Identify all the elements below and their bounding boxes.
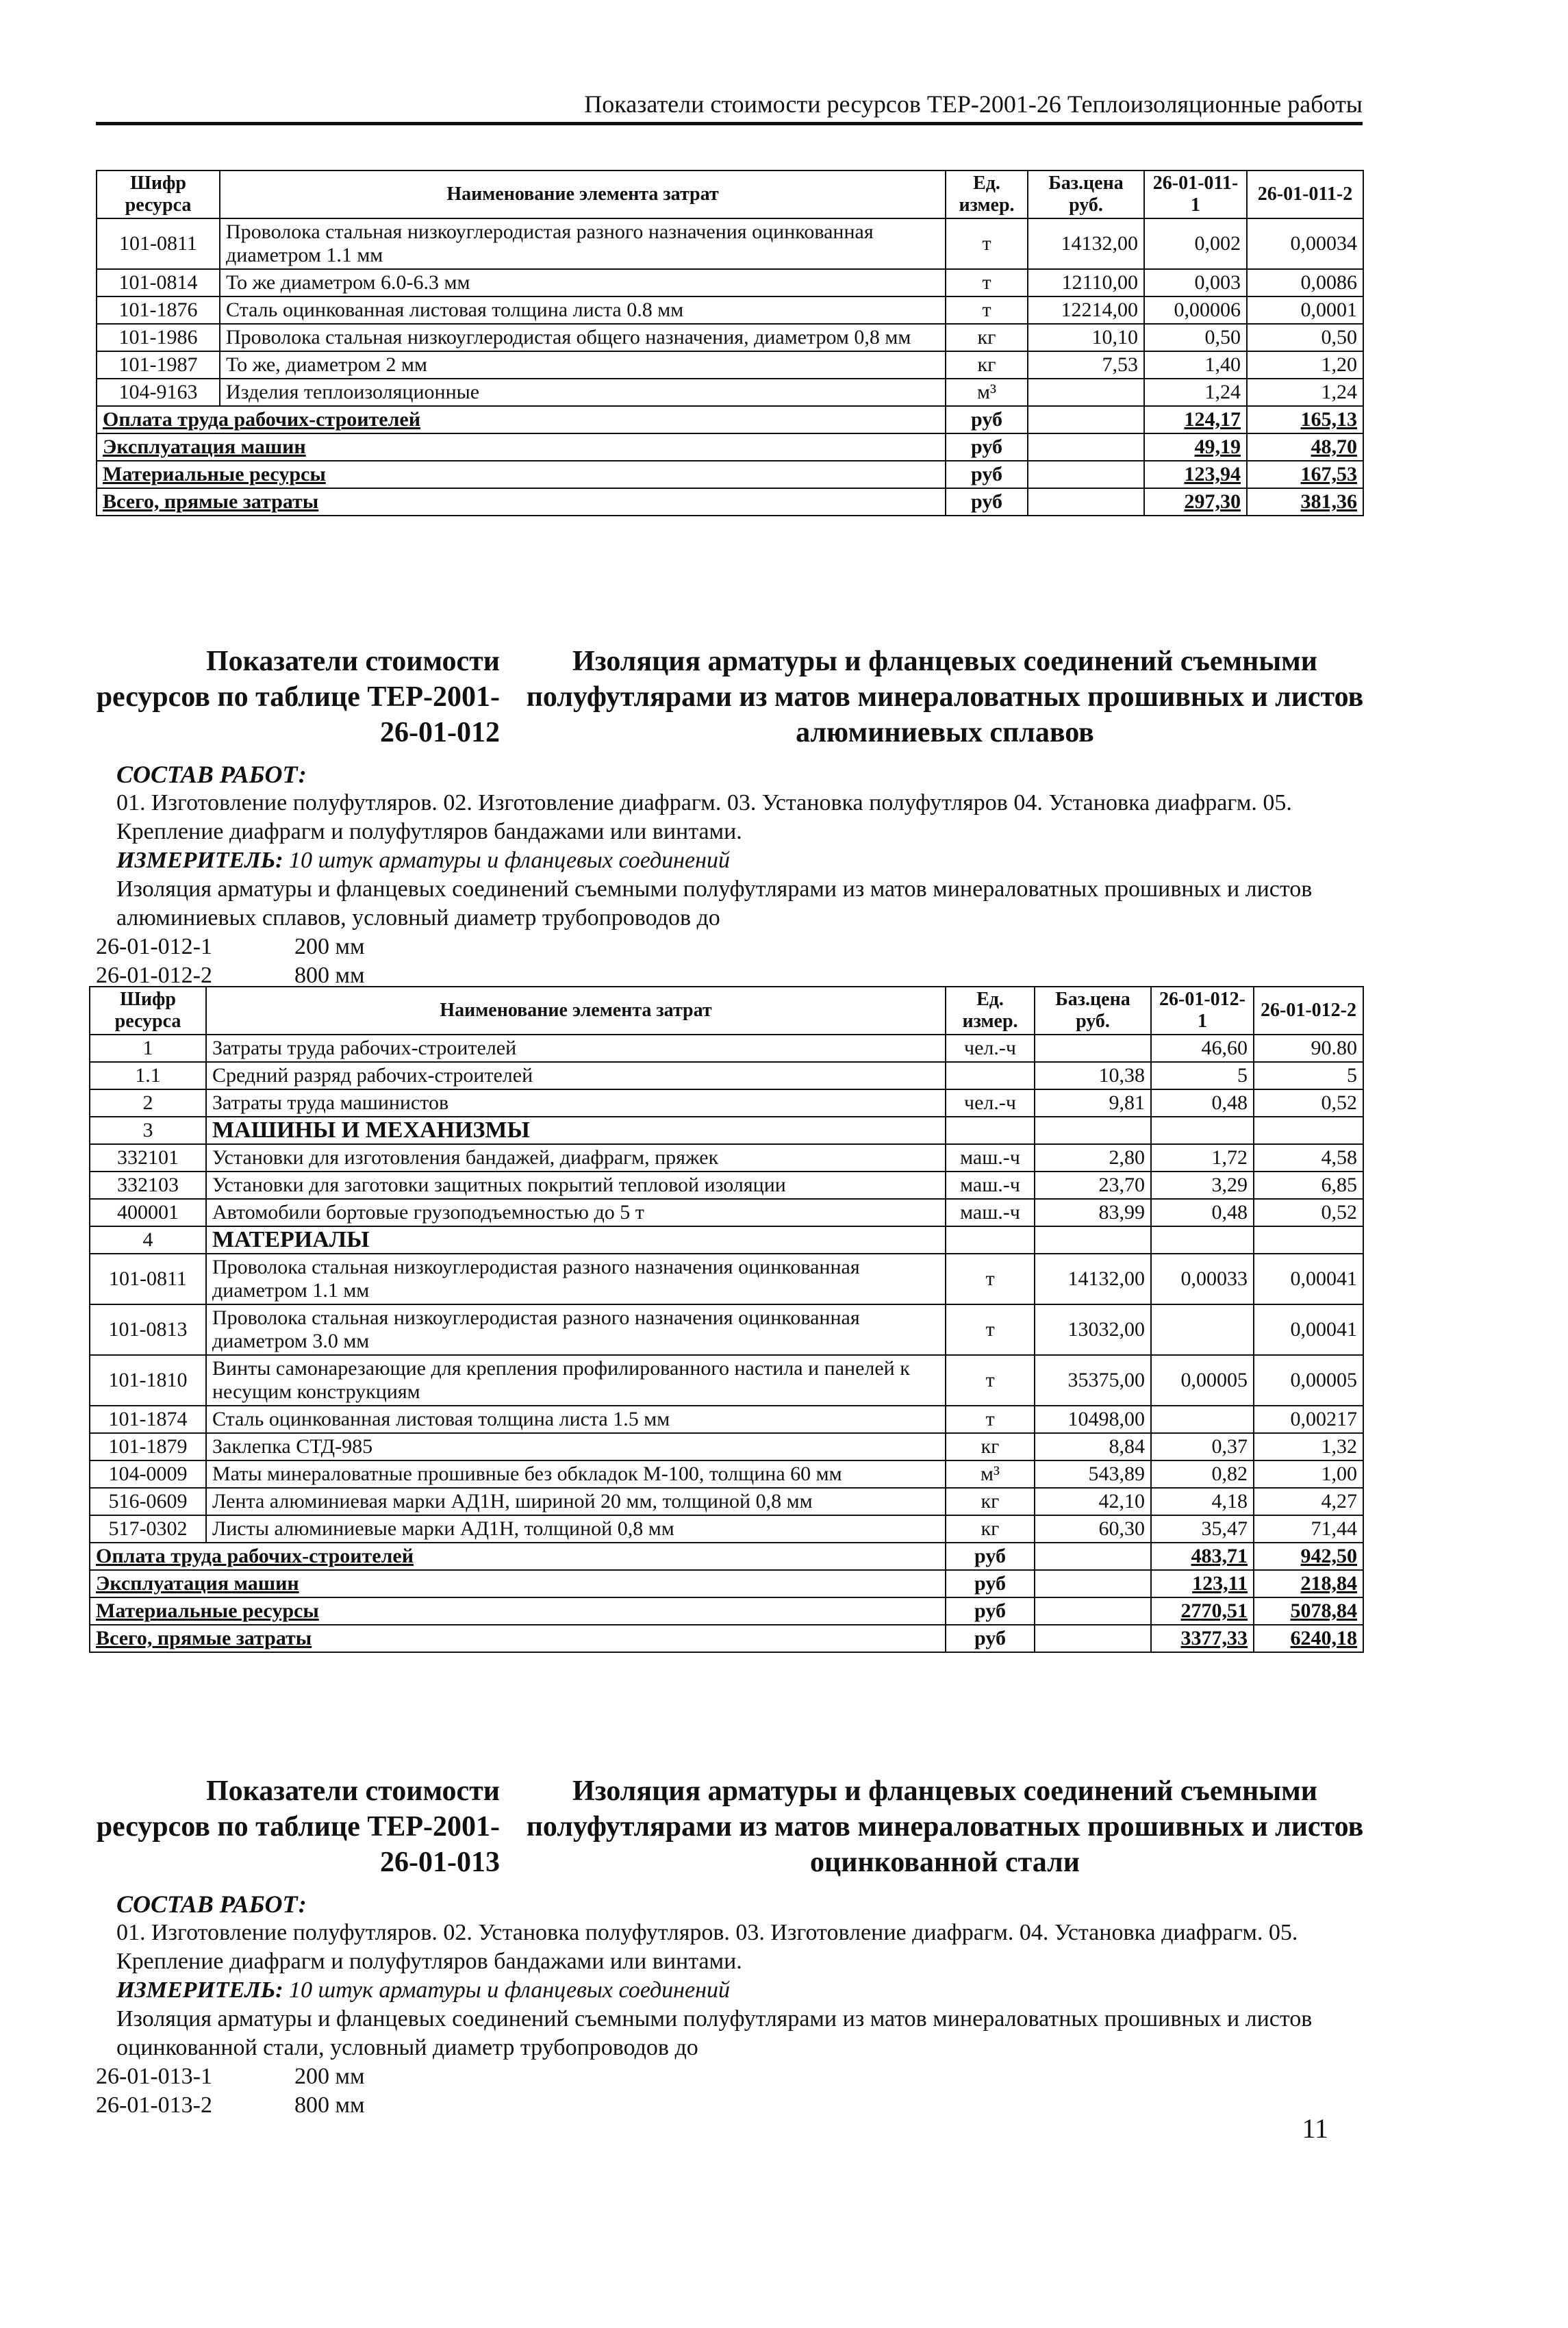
col-header-unit: Ед. измер. [946, 987, 1035, 1035]
cell-v2: 5078,84 [1254, 1597, 1363, 1625]
cell-price: 2,80 [1035, 1144, 1151, 1172]
summary-row [97, 461, 1363, 488]
cell-unit: кг [946, 1488, 1035, 1515]
cell-name: Сталь оцинкованная листовая толщина листа 1.5 мм [206, 1406, 946, 1433]
cell-summary-name: Оплата труда рабочих-строителей [90, 1543, 946, 1570]
cell-unit: т [946, 1254, 1035, 1304]
cell-summary-name: Материальные ресурсы [97, 461, 946, 488]
col-header-name: Наименование элемента затрат [220, 170, 946, 218]
code-value: 200 мм [294, 934, 365, 959]
cell-summary-name: Оплата труда рабочих-строителей [97, 406, 946, 433]
table-row [97, 351, 1363, 379]
cell-v2: 0,0001 [1247, 296, 1363, 324]
cell-unit: руб [946, 1625, 1035, 1652]
table-header-row [97, 170, 1363, 218]
section-title [89, 644, 1369, 750]
cell-unit: руб [946, 1597, 1035, 1625]
cell-v2: 0,0086 [1247, 269, 1363, 296]
cell-v2: 6240,18 [1254, 1625, 1363, 1652]
cell-name: То же диаметром 6.0-6.3 мм [220, 269, 946, 296]
composition-label: СОСТАВ РАБОТ: [116, 1890, 307, 1918]
cell-v2: 1,24 [1247, 379, 1363, 406]
cell-v2: 0,52 [1254, 1089, 1363, 1117]
cell-price: 12110,00 [1028, 269, 1144, 296]
cell-name: Заклепка СТД-985 [206, 1433, 946, 1460]
cell-v1 [1151, 1226, 1254, 1254]
cell-name: Затраты труда рабочих-строителей [206, 1035, 946, 1062]
col-header-v1: 26-01-011-1 [1144, 170, 1247, 218]
cell-v2: 6,85 [1254, 1172, 1363, 1199]
cell-v1: 0,48 [1151, 1199, 1254, 1226]
summary-row [90, 1570, 1363, 1597]
cell-unit: руб [946, 1543, 1035, 1570]
cell-unit: руб [946, 433, 1028, 461]
cell-name: Установки для заготовки защитных покрытий тепловой изоляции [206, 1172, 946, 1199]
section-row [90, 1117, 1363, 1144]
section-title-right: Изоляция арматуры и фланцевых соединений съемными полуфутлярами из матов минераловатных прошивных и листов оцинкованной стали [526, 1775, 1364, 1878]
cell-price: 10,10 [1028, 324, 1144, 351]
table-row [90, 1406, 1363, 1433]
cell-unit: руб [946, 406, 1028, 433]
cell-summary-name: Эксплуатация машин [90, 1570, 946, 1597]
cell-price [1035, 1625, 1151, 1652]
cell-unit [946, 1117, 1035, 1144]
table-row [90, 1460, 1363, 1488]
cell-unit: кг [946, 1433, 1035, 1460]
cell-v1: 3,29 [1151, 1172, 1254, 1199]
section-title-right: Изоляция арматуры и фланцевых соединений съемными полуфутлярами из матов минераловатных прошивных и листов алюминиевых сплавов [526, 646, 1364, 748]
cell-price: 14132,00 [1028, 218, 1144, 269]
cell-name: Средний разряд рабочих-строителей [206, 1062, 946, 1089]
table-row [97, 379, 1363, 406]
cell-unit: т [946, 1406, 1035, 1433]
code-line [96, 2062, 1369, 2091]
col-header-v2: 26-01-011-2 [1247, 170, 1363, 218]
cell-price [1035, 1117, 1151, 1144]
cell-price: 10,38 [1035, 1062, 1151, 1089]
cell-code: 332103 [90, 1172, 206, 1199]
cell-unit: маш.-ч [946, 1172, 1035, 1199]
table-row [90, 1035, 1363, 1062]
cell-price [1035, 1035, 1151, 1062]
summary-row [97, 433, 1363, 461]
cell-v2 [1254, 1117, 1363, 1144]
table-row [90, 1433, 1363, 1460]
cell-name: То же, диаметром 2 мм [220, 351, 946, 379]
code-line [96, 933, 1369, 961]
meter-line [116, 1976, 1369, 2005]
section-title-left: Показатели стоимости ресурсов по таблице ТЕР-2001-26-01-013 [96, 1775, 500, 1878]
cell-name: Установки для изготовления бандажей, диафрагм, пряжек [206, 1144, 946, 1172]
cell-name: Листы алюминиевые марки АД1Н, толщиной 0,8 мм [206, 1515, 946, 1543]
page-number: 11 [1302, 2113, 1328, 2144]
cell-unit [946, 1226, 1035, 1254]
cell-price: 543,89 [1035, 1460, 1151, 1488]
cell-code: 101-0811 [90, 1254, 206, 1304]
cell-code: 104-0009 [90, 1460, 206, 1488]
summary-row [90, 1543, 1363, 1570]
cell-name: Проволока стальная низкоуглеродистая общего назначения, диаметром 0,8 мм [220, 324, 946, 351]
cell-price: 35375,00 [1035, 1355, 1151, 1406]
cell-name: Затраты труда машинистов [206, 1089, 946, 1117]
cell-code: 101-0811 [97, 218, 220, 269]
table-row [90, 1304, 1363, 1355]
cell-v1: 0,00006 [1144, 296, 1247, 324]
cell-v2: 381,36 [1247, 488, 1363, 516]
cell-unit: чел.-ч [946, 1089, 1035, 1117]
cell-v1: 0,48 [1151, 1089, 1254, 1117]
cell-name: Изделия теплоизоляционные [220, 379, 946, 406]
cell-v2: 71,44 [1254, 1515, 1363, 1543]
cell-v2: 165,13 [1247, 406, 1363, 433]
cell-code: 101-1810 [90, 1355, 206, 1406]
cell-v1: 1,24 [1144, 379, 1247, 406]
cell-price [1035, 1226, 1151, 1254]
cell-v2: 218,84 [1254, 1570, 1363, 1597]
cell-v2: 0,50 [1247, 324, 1363, 351]
cell-code: 332101 [90, 1144, 206, 1172]
section-title [89, 1773, 1369, 1880]
cell-price: 8,84 [1035, 1433, 1151, 1460]
cell-v2: 4,27 [1254, 1488, 1363, 1515]
cell-price [1035, 1543, 1151, 1570]
description-text: Изоляция арматуры и фланцевых соединений съемными полуфутлярами из матов минераловатных прошивных и листов алюминиевых сплавов, условный диаметр трубопроводов до [116, 876, 1313, 931]
cell-v2: 90.80 [1254, 1035, 1363, 1062]
code-id: 26-01-012-1 [96, 934, 212, 959]
cell-v1: 0,00033 [1151, 1254, 1254, 1304]
cell-price: 60,30 [1035, 1515, 1151, 1543]
summary-row [97, 406, 1363, 433]
cell-v1: 5 [1151, 1062, 1254, 1089]
cell-unit: маш.-ч [946, 1144, 1035, 1172]
meter-label: ИЗМЕРИТЕЛЬ: [116, 848, 283, 873]
table-row [97, 324, 1363, 351]
meter-line [116, 846, 1369, 875]
cell-code: 101-1876 [97, 296, 220, 324]
cell-v1: 0,37 [1151, 1433, 1254, 1460]
summary-row [90, 1597, 1363, 1625]
cell-unit: т [946, 1355, 1035, 1406]
table-row [97, 218, 1363, 269]
cell-v1: 0,002 [1144, 218, 1247, 269]
cell-name: Винты самонарезающие для крепления профилированного настила и панелей к несущим конструкциям [206, 1355, 946, 1406]
cell-price: 7,53 [1028, 351, 1144, 379]
table-row [97, 296, 1363, 324]
code-value: 800 мм [294, 2092, 365, 2118]
section-row [90, 1226, 1363, 1254]
cell-name: Проволока стальная низкоуглеродистая разного назначения оцинкованная диаметром 1.1 мм [206, 1254, 946, 1304]
cell-v1: 297,30 [1144, 488, 1247, 516]
col-header-name: Наименование элемента затрат [206, 987, 946, 1035]
cell-price: 83,99 [1035, 1199, 1151, 1226]
table-row [90, 1254, 1363, 1304]
cell-name: Сталь оцинкованная листовая толщина листа 0.8 мм [220, 296, 946, 324]
cell-v1: 0,50 [1144, 324, 1247, 351]
summary-row [90, 1625, 1363, 1652]
cell-unit: т [946, 218, 1028, 269]
cell-name: Маты минераловатные прошивные без обкладок М-100, толщина 60 мм [206, 1460, 946, 1488]
cell-v1: 123,94 [1144, 461, 1247, 488]
cell-v1 [1151, 1117, 1254, 1144]
description-text: Изоляция арматуры и фланцевых соединений съемными полуфутлярами из матов минераловатных прошивных и листов оцинкованной стали, условный диаметр трубопроводов до [116, 2006, 1313, 2060]
cell-v1: 124,17 [1144, 406, 1247, 433]
cell-v2: 4,58 [1254, 1144, 1363, 1172]
cell-name: МАШИНЫ И МЕХАНИЗМЫ [206, 1117, 946, 1144]
cell-v2: 942,50 [1254, 1543, 1363, 1570]
cell-code: 101-0813 [90, 1304, 206, 1355]
cell-v1: 35,47 [1151, 1515, 1254, 1543]
cell-v2: 5 [1254, 1062, 1363, 1089]
table-row [90, 1355, 1363, 1406]
code-id: 26-01-013-2 [96, 2092, 212, 2118]
cell-v2: 1,32 [1254, 1433, 1363, 1460]
section-013 [89, 1773, 1369, 2120]
cell-unit: маш.-ч [946, 1199, 1035, 1226]
cell-summary-name: Всего, прямые затраты [90, 1625, 946, 1652]
cell-name: Проволока стальная низкоуглеродистая разного назначения оцинкованная диаметром 3.0 мм [206, 1304, 946, 1355]
composition-label: СОСТАВ РАБОТ: [116, 761, 307, 788]
cell-summary-name: Материальные ресурсы [90, 1597, 946, 1625]
cell-v1: 0,82 [1151, 1460, 1254, 1488]
cell-unit: м³ [946, 1460, 1035, 1488]
cell-v1: 123,11 [1151, 1570, 1254, 1597]
cell-v1: 46,60 [1151, 1035, 1254, 1062]
meter-text: 10 штук арматуры и фланцевых соединений [289, 1977, 730, 2003]
cell-code: 101-0814 [97, 269, 220, 296]
cell-v1: 4,18 [1151, 1488, 1254, 1515]
composition-text: 01. Изготовление полуфутляров. 02. Изготовление диафрагм. 03. Установка полуфутляров 04. Установка диафрагм. 05. Крепление диафрагм и полуфутляров бандажами или винтами. [116, 790, 1292, 844]
cell-v1: 483,71 [1151, 1543, 1254, 1570]
cell-price: 42,10 [1035, 1488, 1151, 1515]
cell-price: 12214,00 [1028, 296, 1144, 324]
cell-code: 1.1 [90, 1062, 206, 1089]
cell-price: 14132,00 [1035, 1254, 1151, 1304]
cell-code: 4 [90, 1226, 206, 1254]
code-line [96, 2091, 1369, 2120]
cell-name: МАТЕРИАЛЫ [206, 1226, 946, 1254]
cell-code: 101-1987 [97, 351, 220, 379]
code-value: 800 мм [294, 963, 365, 988]
cell-v2: 0,00005 [1254, 1355, 1363, 1406]
cell-price [1035, 1597, 1151, 1625]
cell-code: 104-9163 [97, 379, 220, 406]
cell-price [1028, 433, 1144, 461]
cell-v2 [1254, 1226, 1363, 1254]
table-row [90, 1172, 1363, 1199]
composition-text: 01. Изготовление полуфутляров. 02. Установка полуфутляров. 03. Изготовление диафрагм. 04. Установка диафрагм. 05. Крепление диафрагм и полуфутляров бандажами или винтами. [116, 1920, 1298, 1974]
cell-unit: кг [946, 1515, 1035, 1543]
cell-price [1028, 488, 1144, 516]
table-header-row [90, 987, 1363, 1035]
cell-summary-name: Всего, прямые затраты [97, 488, 946, 516]
col-header-price: Баз.цена руб. [1035, 987, 1151, 1035]
cell-v2: 0,52 [1254, 1199, 1363, 1226]
table-row [90, 1488, 1363, 1515]
section-title-left: Показатели стоимости ресурсов по таблице ТЕР-2001-26-01-012 [96, 646, 500, 748]
cell-unit: руб [946, 1570, 1035, 1597]
col-header-code: Шифр ресурса [97, 170, 220, 218]
cell-price [1028, 406, 1144, 433]
table-row [90, 1515, 1363, 1543]
cell-v2: 0,00034 [1247, 218, 1363, 269]
resource-table-012 [89, 986, 1364, 1653]
cell-v2: 167,53 [1247, 461, 1363, 488]
cell-unit: руб [946, 488, 1028, 516]
cell-v1 [1151, 1304, 1254, 1355]
meter-text: 10 штук арматуры и фланцевых соединений [289, 848, 730, 873]
cell-unit: кг [946, 351, 1028, 379]
cell-v1: 1,72 [1151, 1144, 1254, 1172]
col-header-unit: Ед. измер. [946, 170, 1028, 218]
cell-v2: 48,70 [1247, 433, 1363, 461]
cell-v1: 0,003 [1144, 269, 1247, 296]
cell-price [1028, 379, 1144, 406]
cell-name: Лента алюминиевая марки АД1Н, шириной 20 мм, толщиной 0,8 мм [206, 1488, 946, 1515]
cell-price [1028, 461, 1144, 488]
cell-v2: 0,00041 [1254, 1254, 1363, 1304]
table-row [90, 1089, 1363, 1117]
cell-v2: 1,00 [1254, 1460, 1363, 1488]
table-row [97, 269, 1363, 296]
cell-v1: 1,40 [1144, 351, 1247, 379]
cell-code: 1 [90, 1035, 206, 1062]
cell-v1: 0,00005 [1151, 1355, 1254, 1406]
cell-price: 13032,00 [1035, 1304, 1151, 1355]
cell-unit: т [946, 269, 1028, 296]
cell-code: 101-1879 [90, 1433, 206, 1460]
code-id: 26-01-013-1 [96, 2064, 212, 2089]
summary-row [97, 488, 1363, 516]
cell-v1: 49,19 [1144, 433, 1247, 461]
code-value: 200 мм [294, 2064, 365, 2089]
code-id: 26-01-012-2 [96, 963, 212, 988]
cell-v2: 1,20 [1247, 351, 1363, 379]
cell-code: 517-0302 [90, 1515, 206, 1543]
cell-code: 101-1986 [97, 324, 220, 351]
cell-code: 2 [90, 1089, 206, 1117]
cell-unit [946, 1062, 1035, 1089]
cell-code: 400001 [90, 1199, 206, 1226]
cell-unit: кг [946, 324, 1028, 351]
cell-price: 23,70 [1035, 1172, 1151, 1199]
col-header-v2: 26-01-012-2 [1254, 987, 1363, 1035]
section-012 [89, 644, 1369, 990]
cell-code: 101-1874 [90, 1406, 206, 1433]
meter-label: ИЗМЕРИТЕЛЬ: [116, 1977, 283, 2003]
cell-price [1035, 1570, 1151, 1597]
cell-summary-name: Эксплуатация машин [97, 433, 946, 461]
cell-unit: т [946, 296, 1028, 324]
cell-code: 516-0609 [90, 1488, 206, 1515]
col-header-v1: 26-01-012-1 [1151, 987, 1254, 1035]
table-row [90, 1062, 1363, 1089]
cell-unit: чел.-ч [946, 1035, 1035, 1062]
page-header: Показатели стоимости ресурсов ТЕР-2001-26 Теплоизоляционные работы [96, 88, 1363, 125]
cell-unit: м³ [946, 379, 1028, 406]
cell-price: 10498,00 [1035, 1406, 1151, 1433]
cell-v1 [1151, 1406, 1254, 1433]
table-row [90, 1199, 1363, 1226]
cell-unit: руб [946, 461, 1028, 488]
cell-name: Проволока стальная низкоуглеродистая разного назначения оцинкованная диаметром 1.1 мм [220, 218, 946, 269]
col-header-code: Шифр ресурса [90, 987, 206, 1035]
cell-v2: 0,00217 [1254, 1406, 1363, 1433]
col-header-price: Баз.цена руб. [1028, 170, 1144, 218]
table-row [90, 1144, 1363, 1172]
cell-v1: 3377,33 [1151, 1625, 1254, 1652]
cell-price: 9,81 [1035, 1089, 1151, 1117]
cell-name: Автомобили бортовые грузоподъемностью до 5 т [206, 1199, 946, 1226]
resource-table-011 [96, 170, 1364, 516]
cell-v1: 2770,51 [1151, 1597, 1254, 1625]
cell-v2: 0,00041 [1254, 1304, 1363, 1355]
cell-unit: т [946, 1304, 1035, 1355]
cell-code: 3 [90, 1117, 206, 1144]
